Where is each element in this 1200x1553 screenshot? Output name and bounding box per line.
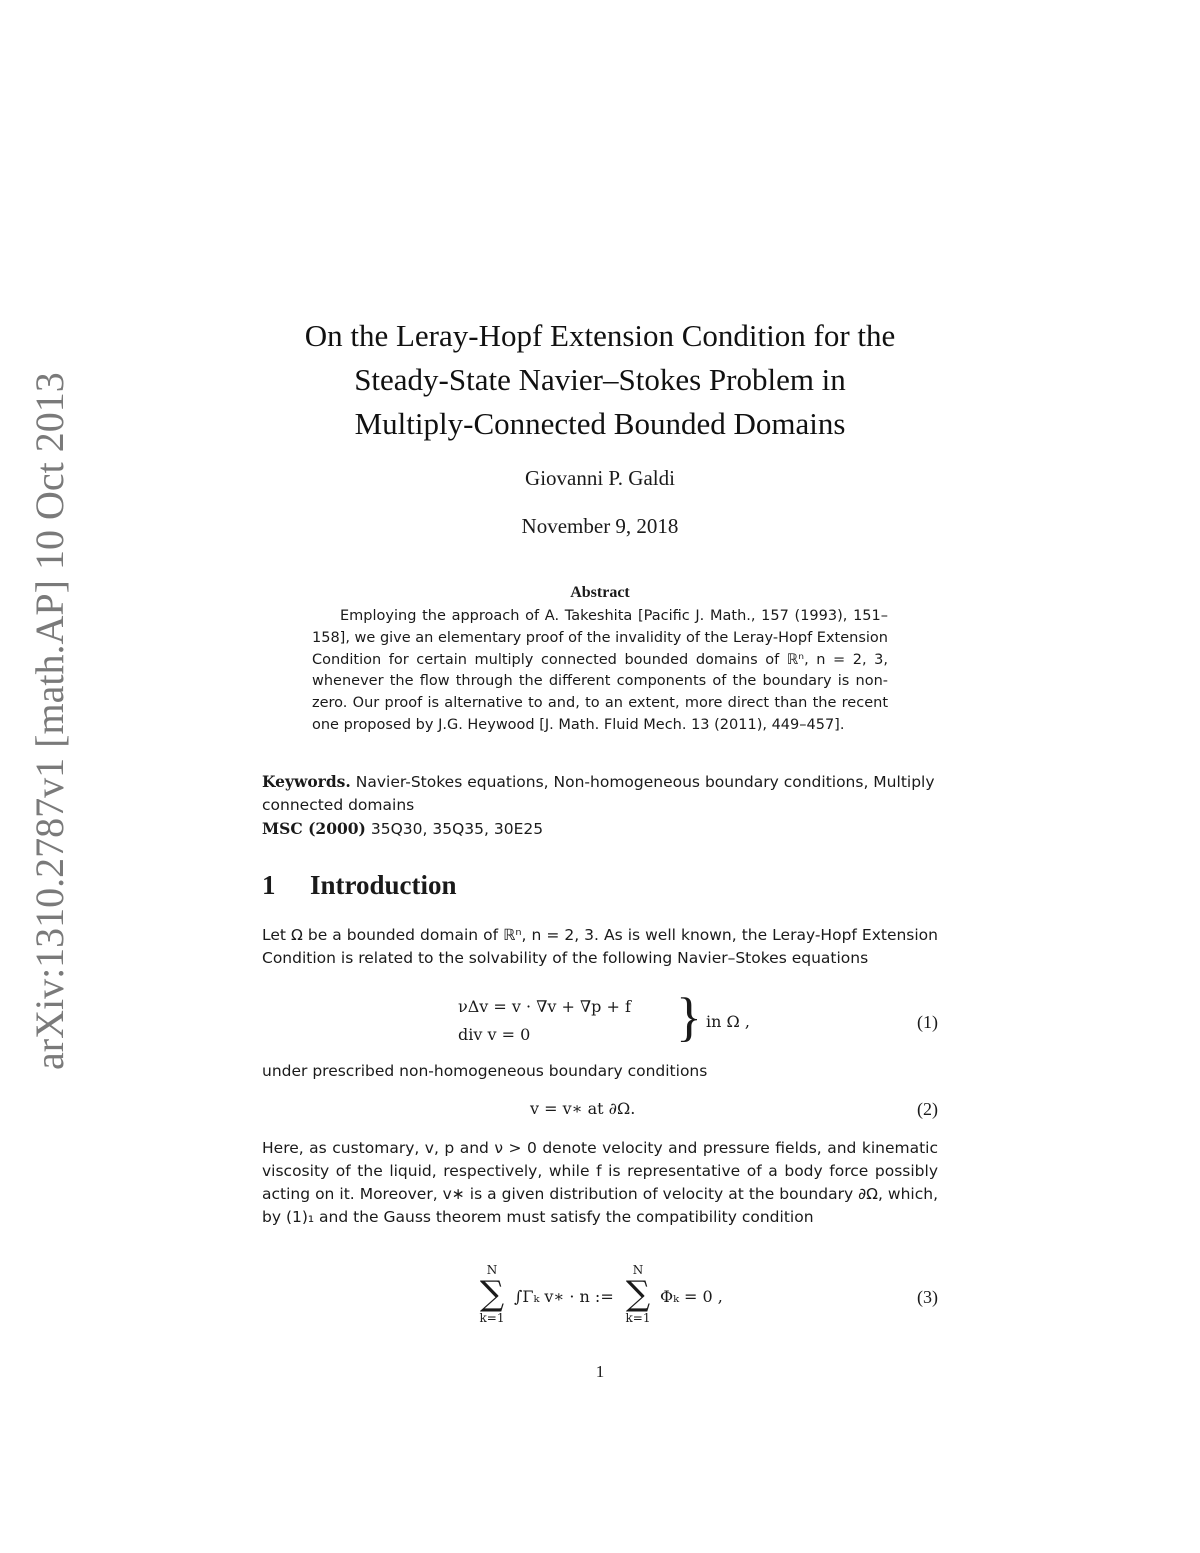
keywords-label: Keywords. (262, 772, 351, 791)
eq1-brace: } (676, 987, 702, 1047)
date: November 9, 2018 (521, 514, 679, 538)
eq3-sum2 (618, 1264, 658, 1324)
eq3-sum2-lower: k=1 (625, 1311, 651, 1325)
paragraph-bc: under prescribed non-homogeneous boundary conditions (262, 1062, 708, 1080)
section-title: Introduction (310, 870, 457, 900)
eq3-integrand: ∫Γₖ v∗ · n := (514, 1287, 614, 1306)
arxiv-stamp: arXiv:1310.2787v1 [math.AP] 10 Oct 2013 (27, 372, 72, 1070)
eq3-sum1 (472, 1264, 512, 1324)
eq1-line1: νΔv = v · ∇v + ∇p + f (458, 997, 631, 1016)
section-number: 1 (262, 870, 276, 900)
title-line: On the Leray-Hopf Extension Condition for the (304, 318, 896, 353)
author: Giovanni P. Galdi (525, 466, 675, 490)
section-heading (262, 870, 457, 901)
title-line: Steady-State Navier–Stokes Problem in (354, 362, 846, 397)
eq3-sum1-lower: k=1 (479, 1311, 505, 1325)
abstract-text: Employing the approach of A. Takeshita [Pacific J. Math., 157 (1993), 151–158], we give an elementary proof of the invalidity of the Leray-Hopf Extension Condition for certain multiply connected bounded domains of ℝⁿ, n = 2, 3, whenever the flow through the different components of the boundary is non-zero. Our proof is alternative to and, to an extent, more direct than the recent one proposed by J.G. Heywood [J. Math. Fluid Mech. 13 (2011), 449–457]. (312, 608, 888, 733)
eq3-sum1-upper: N (486, 1263, 498, 1277)
eq3-sum2-upper: N (632, 1263, 644, 1277)
eq3-number: (3) (917, 1287, 938, 1307)
page-number: 1 (595, 1362, 605, 1381)
eq1-line2: div v = 0 (458, 1025, 531, 1044)
title-line: Multiply-Connected Bounded Domains (354, 406, 846, 441)
eq1-domain: in Ω , (706, 1012, 750, 1031)
msc-label: MSC (2000) (262, 819, 366, 838)
eq3-rhs: Φₖ = 0 , (660, 1287, 723, 1306)
eq2: v = v∗ at ∂Ω. (530, 1099, 636, 1118)
sum-symbol: ∑ (479, 1274, 505, 1314)
keywords-text: Navier-Stokes equations, Non-homogeneous boundary conditions, Multiply connected domains (262, 773, 935, 814)
sum-symbol: ∑ (625, 1274, 651, 1314)
keywords-block (262, 770, 938, 841)
msc-text: 35Q30, 35Q35, 30E25 (370, 820, 544, 838)
paper-title (250, 314, 950, 446)
paragraph-intro: Let Ω be a bounded domain of ℝⁿ, n = 2, 3. As is well known, the Leray-Hopf Extension Condition is related to the solvability of the following Navier–Stokes equations (262, 926, 938, 967)
abstract-heading: Abstract (570, 584, 630, 601)
eq2-number: (2) (917, 1099, 938, 1119)
paragraph-here: Here, as customary, v, p and ν > 0 denote velocity and pressure fields, and kinematic viscosity of the liquid, respectively, while f is representative of a body force possibly acting on it. Moreover, v∗ is a given distribution of velocity at the boundary ∂Ω, which, by (1)₁ and the Gauss theorem must satisfy the compatibility condition (262, 1139, 938, 1226)
eq1-number: (1) (917, 1012, 938, 1032)
